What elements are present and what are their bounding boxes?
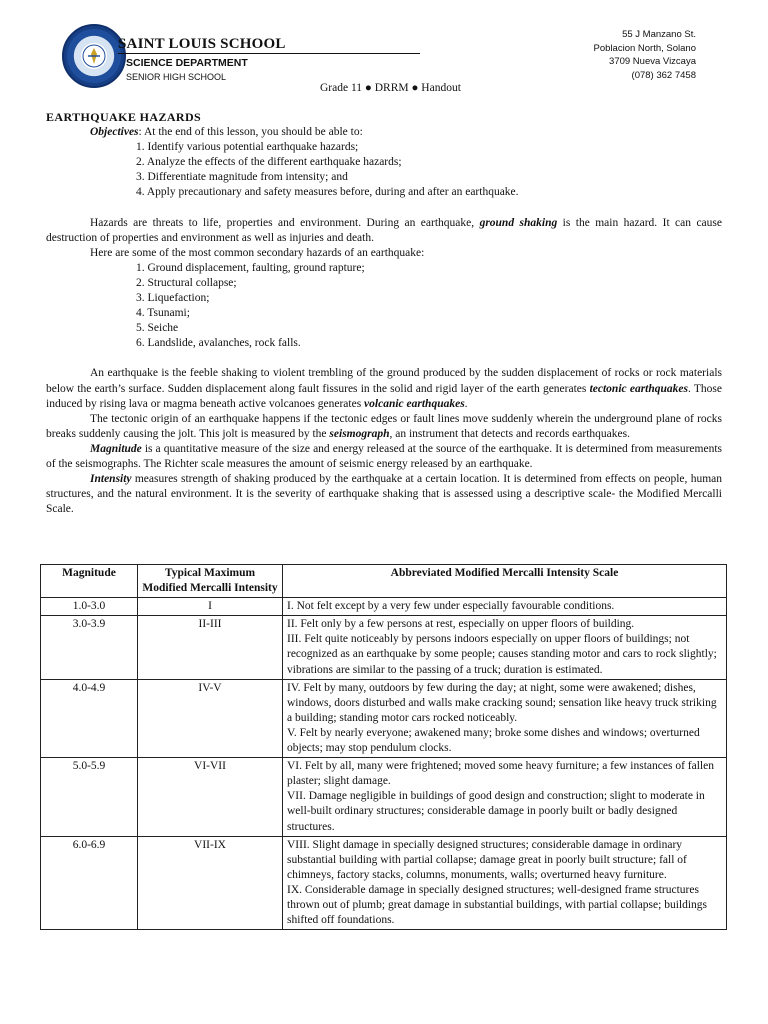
table-row xyxy=(41,598,727,616)
department-name: SCIENCE DEPARTMENT xyxy=(126,57,248,69)
list-item: 3. Differentiate magnitude from intensity; and xyxy=(136,171,348,184)
list-item: 2. Structural collapse; xyxy=(136,276,237,289)
intensity-cell: II-III xyxy=(138,616,283,679)
list-item: 6. Landslide, avalanches, rock falls. xyxy=(136,337,301,350)
secondary-hazards-intro: Here are some of the most common secondary hazards of an earthquake: xyxy=(90,246,425,259)
intensity-description: VI. Felt by all, many were frightened; moved some heavy furniture; a few instances of fallen plaster; slight damage. xyxy=(287,760,714,788)
objectives-label: Objectives xyxy=(90,126,139,139)
list-item: 5. Seiche xyxy=(136,322,179,335)
intensity-description: VIII. Slight damage in specially designed structures; considerable damage in ordinary substantial building with partial collapse; damage great in poorly built structure; fall of chimneys, factory stacks, columns, monuments, walls; overturned heavy furniture. xyxy=(287,838,687,881)
address-line: Poblacion North, Solano xyxy=(593,42,696,54)
intensity-cell: I xyxy=(138,598,283,616)
school-level: SENIOR HIGH SCHOOL xyxy=(126,72,227,82)
school-name: SAINT LOUIS SCHOOL xyxy=(118,36,286,52)
intensity-description: IV. Felt by many, outdoors by few during the day; at night, some were awakened; dishes, windows, doors disturbed and walls make cracking sound; sensation like heavy truck striking a building; standing motor cars rocked noticeably. xyxy=(287,681,717,724)
intensity-description: I. Not felt except by a very few under especially favourable conditions. xyxy=(287,600,615,613)
intensity-description: II. Felt only by a few persons at rest, especially on upper floors of building. xyxy=(287,618,635,631)
hazards-paragraph: Hazards are threats to life, properties and environment. During an earthquake, ground shaking is the main hazard. It can cause destruction of properties and environment as well as injuries and death. xyxy=(46,216,722,244)
secondary-hazards-list xyxy=(46,261,722,352)
grade-subject-line: Grade 11 ● DRRM ● Handout xyxy=(320,82,461,94)
address-line: 3709 Nueva Vizcaya xyxy=(609,56,696,67)
table-row xyxy=(41,836,727,930)
description-cell xyxy=(283,836,727,930)
mercalli-intensity-table xyxy=(40,564,727,930)
school-address xyxy=(594,28,696,82)
letterhead xyxy=(0,0,768,100)
intensity-description: III. Felt quite noticeably by persons indoors especially on upper floors of buildings; not recognized as an earthquake by some people; causes standing motor and cars to rock slightly; vibrations are similar to the passing of a truck; duration is estimated. xyxy=(287,633,717,676)
table-row xyxy=(41,616,727,679)
objectives-list xyxy=(46,140,722,200)
table-row xyxy=(41,758,727,836)
description-cell xyxy=(283,598,727,616)
document-title: EARTHQUAKE HAZARDS xyxy=(46,110,202,124)
school-name-underline xyxy=(118,53,420,54)
intensity-description: V. Felt by nearly everyone; awakened many; broke some dishes and windows; overturned objects; may stop pendulum clocks. xyxy=(287,726,700,755)
column-header-typical-intensity: Typical Maximum Modified Mercalli Intensity xyxy=(138,565,283,598)
description-cell xyxy=(283,616,727,679)
magnitude-cell: 3.0-3.9 xyxy=(41,616,138,679)
school-seal-logo xyxy=(62,24,126,88)
magnitude-cell: 5.0-5.9 xyxy=(41,758,138,836)
list-item: 4. Apply precautionary and safety measures before, during and after an earthquake. xyxy=(136,186,519,199)
intensity-description: VII. Damage negligible in buildings of good design and construction; slight to moderate in well-built ordinary structures; considerable damage in poorly built or badly designed structures. xyxy=(287,790,705,833)
intensity-cell: VII-IX xyxy=(138,836,283,930)
magnitude-cell: 6.0-6.9 xyxy=(41,836,138,930)
magnitude-cell: 1.0-3.0 xyxy=(41,598,138,616)
intensity-cell: IV-V xyxy=(138,679,283,757)
column-header-magnitude: Magnitude xyxy=(41,565,138,598)
list-item: 2. Analyze the effects of the different earthquake hazards; xyxy=(136,156,402,169)
description-cell xyxy=(283,679,727,757)
list-item: 3. Liquefaction; xyxy=(136,292,210,305)
magnitude-cell: 4.0-4.9 xyxy=(41,679,138,757)
list-item: 4. Tsunami; xyxy=(136,307,190,320)
address-line: 55 J Manzano St. xyxy=(622,29,696,40)
table-header-row xyxy=(41,565,727,598)
description-cell xyxy=(283,758,727,836)
handout-body xyxy=(46,110,722,517)
phone-number: (078) 362 7458 xyxy=(631,69,696,81)
intensity-description: IX. Considerable damage in specially designed structures; well-designed frame structures thrown out of plumb; great damage in substantial buildings, with partial collapse; buildings shifted off foundations. xyxy=(287,883,708,927)
list-item: 1. Identify various potential earthquake hazards; xyxy=(136,141,359,154)
intensity-paragraph: Intensity measures strength of shaking produced by the earthquake at a certain location. It is determined from effects on people, human structures, and the natural environment. It is the severity of earthquake shaking that is assessed using a descriptive scale- the Modified Mercalli Scale. xyxy=(46,473,722,516)
table-row xyxy=(41,679,727,757)
objectives-intro: Objectives: At the end of this lesson, you should be able to: xyxy=(90,126,363,139)
magnitude-paragraph: Magnitude is a quantitative measure of the size and energy released at the source of the earthquake. It is determined from measurements of the seismographs. The Richter scale measures the amount of seismic energy released by an earthquake. xyxy=(46,442,722,470)
list-item: 1. Ground displacement, faulting, ground rapture; xyxy=(136,261,365,274)
earthquake-paragraph: An earthquake is the feeble shaking to violent trembling of the ground produced by the sudden displacement of rocks or rock materials below the earth’s surface. Sudden displacement along fault fissures in the solid and rigid layer of the earth generates tectonic earthquakes. Those induced by rising lava or magma beneath active volcanoes generates volcanic earthquakes. xyxy=(46,367,722,410)
column-header-scale-description: Abbreviated Modified Mercalli Intensity Scale xyxy=(283,565,727,598)
intensity-cell: VI-VII xyxy=(138,758,283,836)
tectonic-paragraph: The tectonic origin of an earthquake happens if the tectonic edges or fault lines move suddenly wherein the underground plane of rocks breaks suddenly causing the jolt. This jolt is measured by the seismograph, an instrument that detects and records earthquakes. xyxy=(46,412,722,440)
